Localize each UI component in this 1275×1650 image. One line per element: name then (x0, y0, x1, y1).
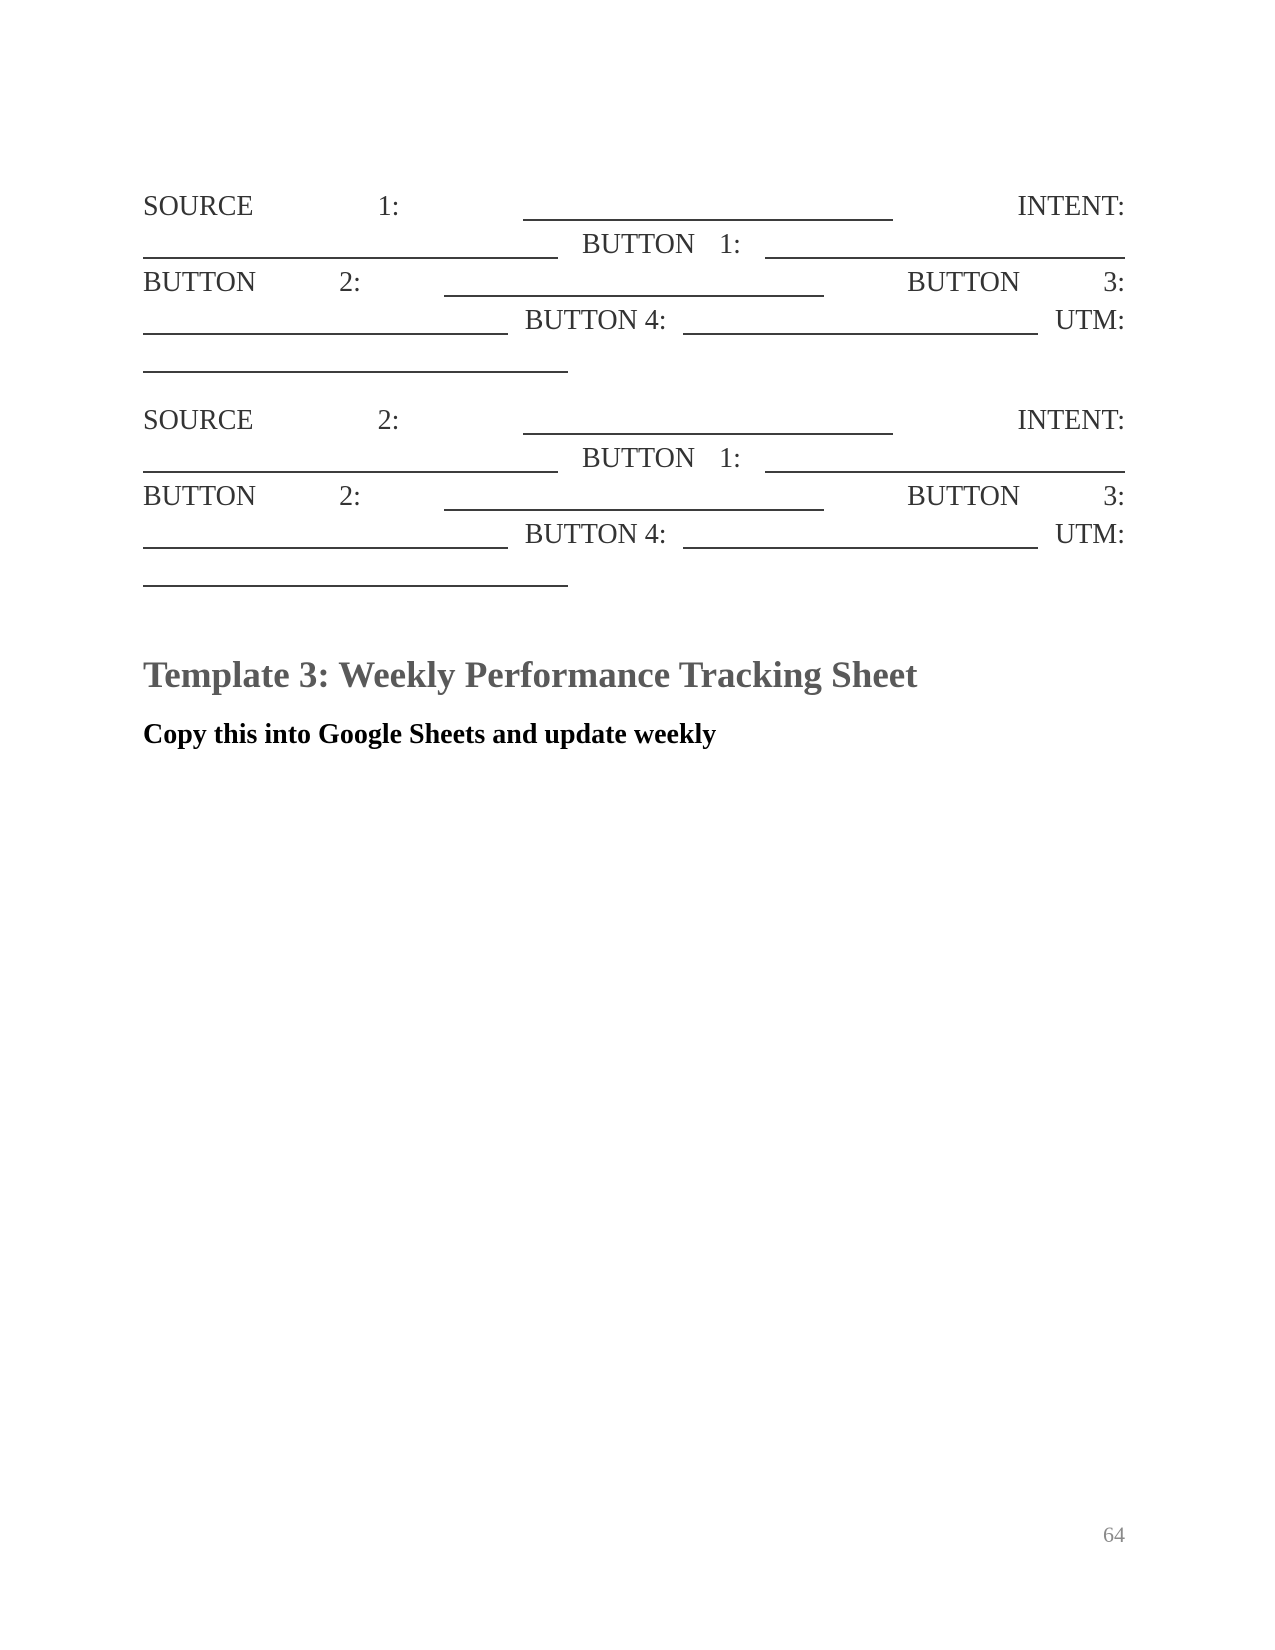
form-line (143, 516, 1125, 554)
form-line (143, 554, 1125, 592)
form-label: 1: (377, 191, 400, 222)
form-line (143, 264, 1125, 302)
blank-underline (143, 463, 558, 473)
blank-underline (683, 325, 1038, 335)
source-2-block (143, 402, 1125, 592)
form-label: BUTTON (907, 267, 1021, 298)
form-line (143, 302, 1125, 340)
blank-underline (143, 249, 558, 259)
form-label: BUTTON 4: (524, 519, 667, 550)
blank-underline (444, 287, 824, 297)
form-line (143, 440, 1125, 478)
form-line (143, 402, 1125, 440)
form-line (143, 478, 1125, 516)
blank-underline (523, 425, 893, 435)
form-label: 2: (377, 405, 400, 436)
form-label: INTENT: (1017, 191, 1125, 222)
form-label: BUTTON (143, 267, 257, 298)
section-heading: Template 3: Weekly Performance Tracking Sheet (143, 655, 918, 696)
blank-underline (143, 325, 508, 335)
form-line (143, 188, 1125, 226)
blank-underline (143, 363, 568, 373)
form-label: SOURCE (143, 405, 254, 436)
form-label: BUTTON (582, 443, 696, 474)
form-line (143, 226, 1125, 264)
form-label: SOURCE (143, 191, 254, 222)
blank-underline (143, 539, 508, 549)
form-label: 2: (339, 267, 361, 298)
blank-underline (143, 577, 568, 587)
form-label: 2: (339, 481, 361, 512)
subtitle-instruction: Copy this into Google Sheets and update weekly (143, 719, 717, 750)
form-label: BUTTON (907, 481, 1021, 512)
form-label: 1: (719, 443, 741, 474)
page-content (143, 188, 1125, 754)
form-label: BUTTON (582, 229, 696, 260)
form-line (143, 340, 1125, 378)
blank-underline (765, 249, 1125, 259)
form-label: 1: (719, 229, 741, 260)
form-label: 3: (1103, 267, 1125, 298)
form-label: BUTTON (143, 481, 257, 512)
form-label: UTM: (1054, 519, 1125, 550)
form-label: 3: (1103, 481, 1125, 512)
form-blocks (143, 188, 1125, 592)
blank-underline (765, 463, 1125, 473)
page-number: 64 (1103, 1522, 1125, 1547)
form-label: INTENT: (1017, 405, 1125, 436)
blank-underline (523, 211, 893, 221)
blank-underline (683, 539, 1038, 549)
form-label: UTM: (1054, 305, 1125, 336)
blank-underline (444, 501, 824, 511)
source-1-block (143, 188, 1125, 378)
form-label: BUTTON 4: (524, 305, 667, 336)
